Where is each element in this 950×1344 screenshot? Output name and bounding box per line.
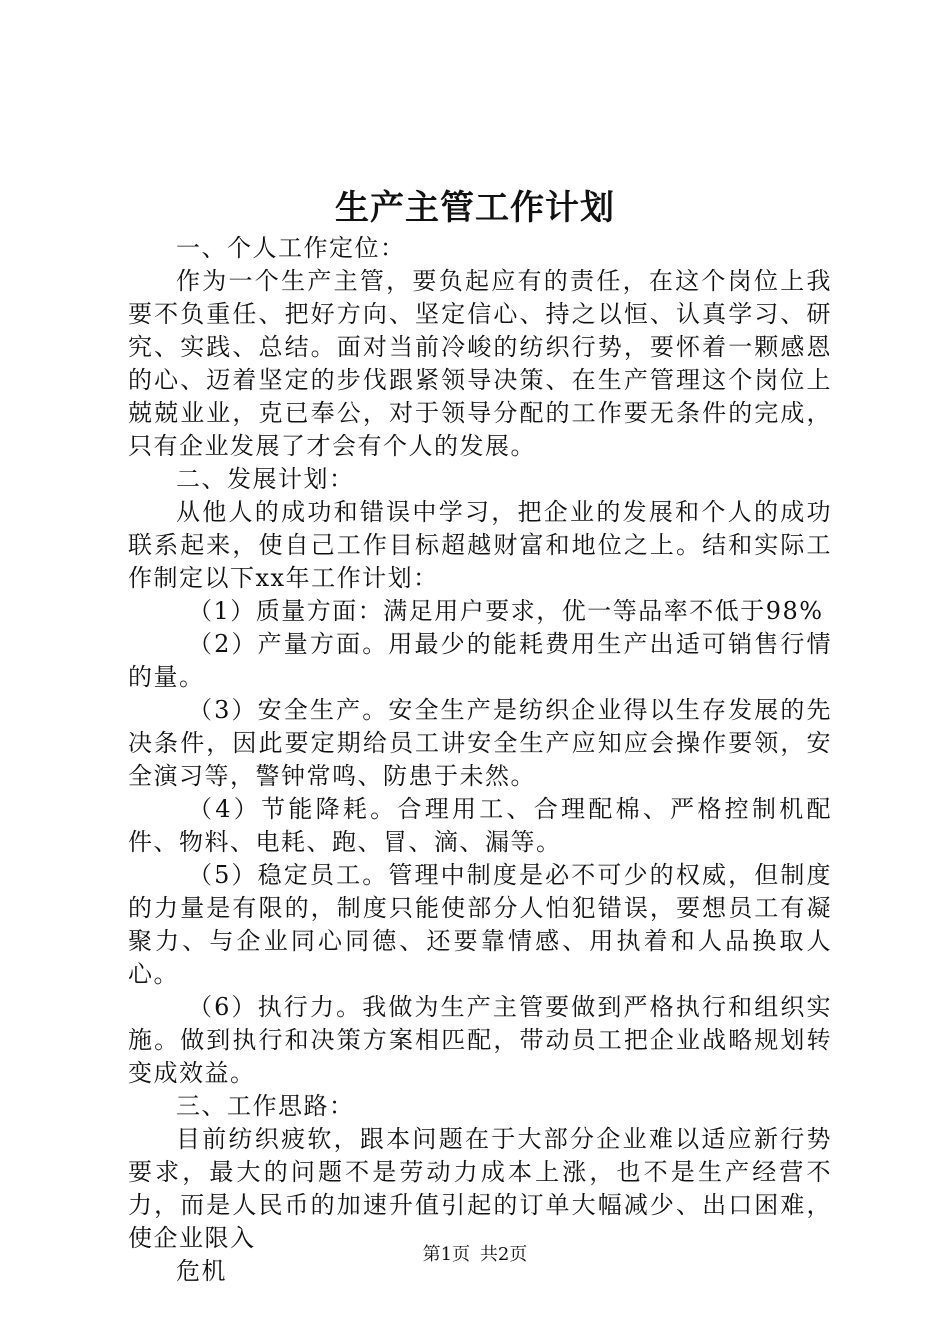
list-item: （2）产量方面。用最少的能耗费用生产出适可销售行情的量。 [128,630,832,691]
page-title: 生产主管工作计划 [335,188,615,228]
page-number: 第1页 [422,1244,471,1265]
document-body [128,232,832,1288]
section-heading: 二、发展计划： [176,465,355,493]
list-item: （5）稳定员工。管理中制度是必不可少的权威，但制度的力量是有限的，制度只能使部分人怕犯错误，要想员工有凝聚力、与企业同心同德、还要靠情感、用执着和人品换取人心。 [128,861,832,988]
section-heading: 三、工作思路： [176,1092,355,1120]
section-heading: 一、个人工作定位： [176,234,406,262]
list-item: （4）节能降耗。合理用工、合理配棉、严格控制机配件、物料、电耗、跑、冒、滴、漏等。 [128,795,832,856]
page-total: 共2页 [479,1244,528,1265]
list-item: （6）执行力。我做为生产主管要做到严格执行和组织实施。做到执行和决策方案相匹配，带动员工把企业战略规划转变成效益。 [128,993,832,1087]
page-footer [0,1243,950,1267]
list-item: （3）安全生产。安全生产是纺织企业得以生存发展的先决条件，因此要定期给员工讲安全生产应知应会操作要领，安全演习等，警钟常鸣、防患于未然。 [128,696,832,790]
list-item: （1）质量方面：满足用户要求，优一等品率不低于98% [188,597,824,625]
paragraph: 从他人的成功和错误中学习，把企业的发展和个人的成功联系起来，使自己工作目标超越财富和地位之上。结和实际工作制定以下xx年工作计划： [128,498,832,592]
paragraph: 作为一个生产主管，要负起应有的责任，在这个岗位上我要不负重任、把好方向、坚定信心、持之以恒、认真学习、研究、实践、总结。面对当前冷峻的纺织行势，要怀着一颗感恩的心、迈着坚定的步伐跟紧领导决策、在生产管理这个岗位上兢兢业业，克已奉公，对于领导分配的工作要无条件的完成，只有企业发展了才会有个人的发展。 [128,267,832,460]
paragraph: 危机 [176,1257,227,1285]
paragraph: 目前纺织疲软，跟本问题在于大部分企业难以适应新行势要求，最大的问题不是劳动力成本上涨，也不是生产经营不力，而是人民币的加速升值引起的订单大幅减少、出口困难，使企业限入 [128,1125,832,1252]
